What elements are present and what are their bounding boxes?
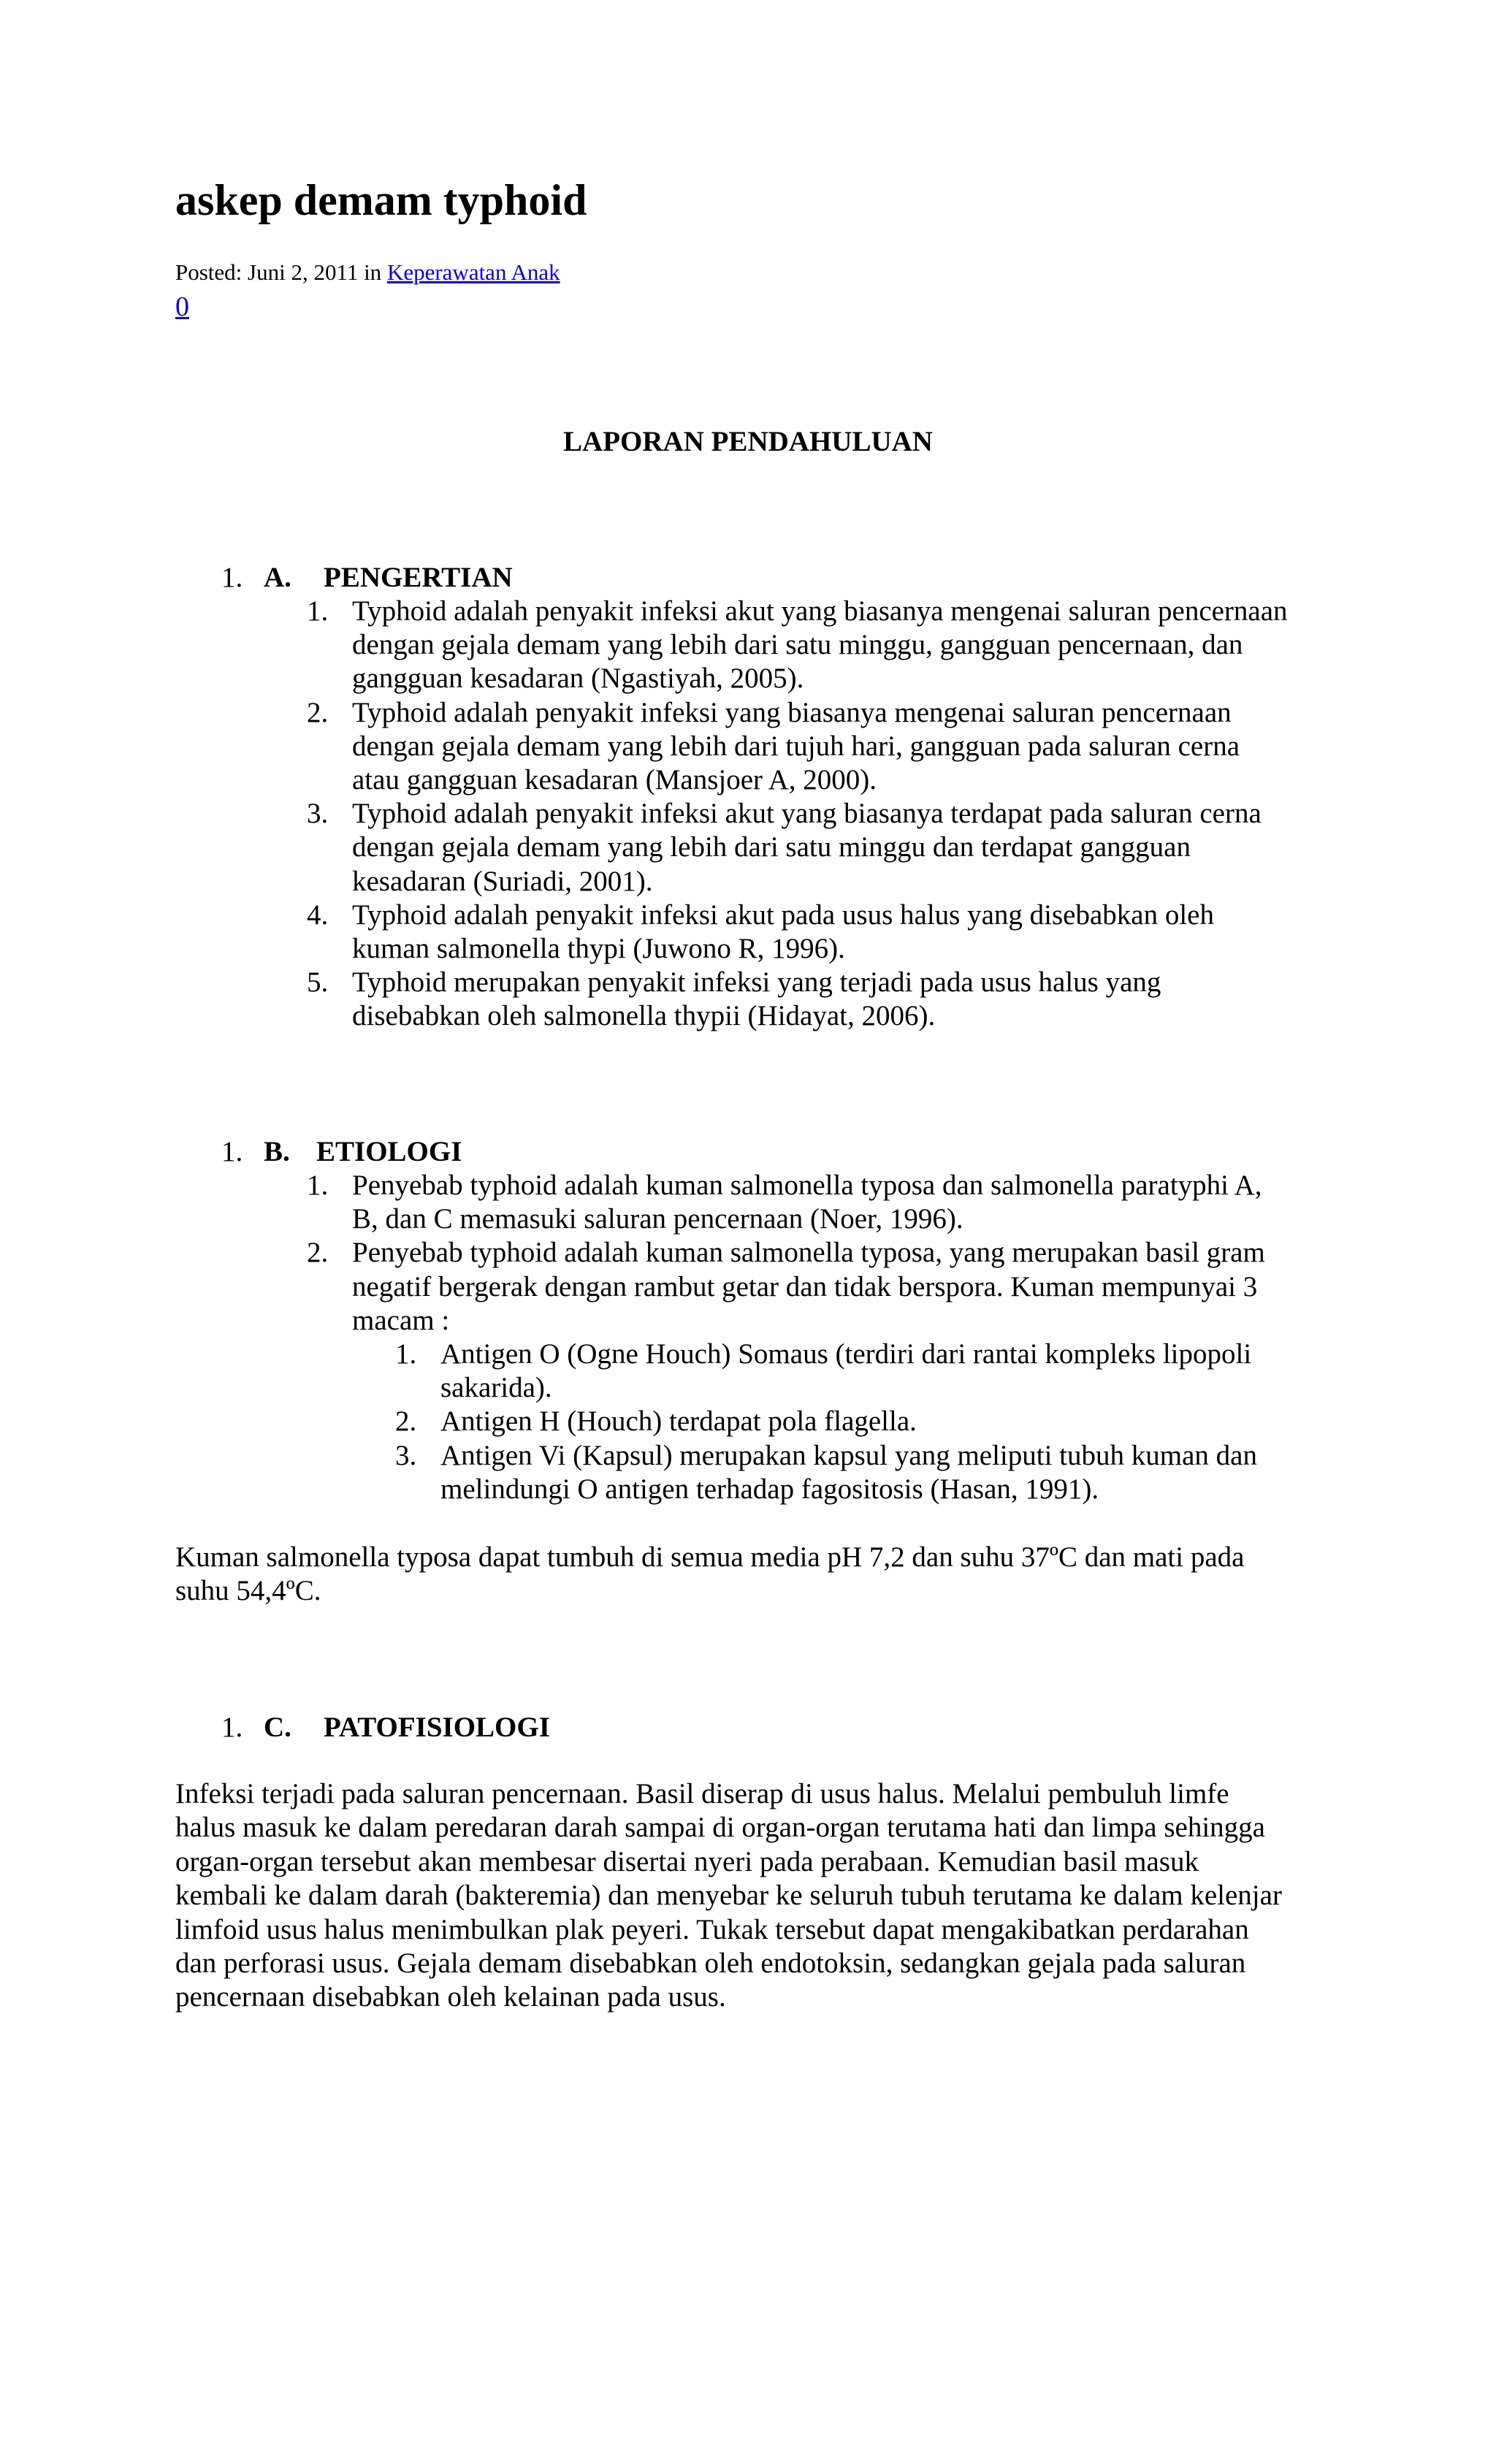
- list-item: [307, 1236, 1346, 1338]
- section-number: 1.: [221, 1712, 243, 1743]
- section-letter: C.: [264, 1712, 291, 1743]
- item-line: Typhoid adalah penyakit infeksi yang biasanya mengenai saluran pencernaan: [352, 696, 1232, 728]
- pengertian-list: [307, 595, 1346, 1034]
- item-line: Typhoid merupakan penyakit infeksi yang terjadi pada usus halus yang: [352, 966, 1161, 999]
- section-number: 1.: [221, 562, 243, 593]
- list-item: [307, 797, 1346, 899]
- item-line: Penyebab typhoid adalah kuman salmonella typosa dan salmonella paratyphi A,: [352, 1170, 1262, 1201]
- item-number: 1.: [307, 595, 329, 627]
- section-a-heading: [221, 561, 513, 595]
- item-number: 1.: [307, 1170, 329, 1201]
- list-item: [395, 1405, 1346, 1438]
- item-line: sakarida).: [440, 1372, 552, 1404]
- section-title: PATOFISIOLOGI: [324, 1712, 550, 1743]
- etiologi-paragraph: [175, 1541, 1329, 1609]
- item-line: Typhoid adalah penyakit infeksi akut pada usus halus yang disebabkan oleh: [352, 899, 1214, 931]
- list-item: [307, 1169, 1346, 1236]
- list-item: [307, 899, 1346, 966]
- item-line: macam :: [352, 1304, 450, 1336]
- paragraph-line: Kuman salmonella typosa dapat tumbuh di semua media pH 7,2 dan suhu 37ºC dan mati pada: [175, 1541, 1245, 1573]
- item-number: 2.: [307, 696, 329, 728]
- section-number: 1.: [221, 1136, 243, 1167]
- item-line: Penyebab typhoid adalah kuman salmonella typosa, yang merupakan basil gram: [352, 1237, 1265, 1269]
- comments-link[interactable]: 0: [175, 291, 189, 322]
- item-number: 3.: [307, 798, 329, 830]
- item-line: negatif bergerak dengan rambut getar dan tidak berspora. Kuman mempunyai 3: [352, 1270, 1258, 1302]
- section-b-heading: [221, 1135, 462, 1169]
- item-number: 5.: [307, 966, 329, 999]
- item-number: 1.: [395, 1338, 417, 1370]
- section-title: ETIOLOGI: [316, 1136, 462, 1167]
- item-number: 3.: [395, 1439, 417, 1471]
- posted-label: Posted: Juni 2, 2011 in: [175, 259, 387, 285]
- item-line: dengan gejala demam yang lebih dari satu minggu dan terdapat gangguan: [352, 831, 1191, 863]
- paragraph-line: suhu 54,4ºC.: [175, 1575, 321, 1607]
- item-line: melindungi O antigen terhadap fagositosis (Hasan, 1991).: [440, 1473, 1099, 1505]
- item-number: 4.: [307, 899, 329, 931]
- category-link[interactable]: Keperawatan Anak: [386, 259, 560, 285]
- antigen-sublist: [395, 1338, 1346, 1506]
- paragraph-line: kembali ke dalam darah (bakteremia) dan menyebar ke seluruh tubuh terutama ke dalam kelenjar: [175, 1880, 1282, 1912]
- paragraph-line: Infeksi terjadi pada saluran pencernaan. Basil diserap di usus halus. Melalui pembuluh limfe: [175, 1778, 1229, 1809]
- section-c-heading: [221, 1711, 550, 1744]
- comments-count: [175, 289, 189, 324]
- document-heading: LAPORAN PENDAHULUAN: [563, 426, 933, 457]
- item-line: Antigen O (Ogne Houch) Somaus (terdiri dari rantai kompleks lipopoli: [440, 1338, 1252, 1370]
- item-number: 2.: [307, 1237, 329, 1269]
- item-line: B, dan C memasuki saluran pencernaan (Noer, 1996).: [352, 1203, 963, 1235]
- paragraph-line: dan perforasi usus. Gejala demam disebabkan oleh endotoksin, sedangkan gejala pada saluran: [175, 1948, 1246, 1980]
- paragraph-line: limfoid usus halus menimbulkan plak peyeri. Tukak tersebut dapat mengakibatkan perdarahan: [175, 1913, 1249, 1945]
- list-item: [307, 966, 1346, 1033]
- post-meta: [175, 257, 560, 288]
- list-item: [395, 1338, 1346, 1405]
- paragraph-line: pencernaan disebabkan oleh kelainan pada usus.: [175, 1981, 726, 2013]
- item-line: Typhoid adalah penyakit infeksi akut yang biasanya mengenai saluran pencernaan: [352, 595, 1288, 627]
- item-line: atau gangguan kesadaran (Mansjoer A, 2000).: [352, 764, 877, 796]
- item-line: kesadaran (Suriadi, 2001).: [352, 865, 653, 897]
- list-item: [395, 1439, 1346, 1506]
- list-item: [307, 595, 1346, 696]
- item-number: 2.: [395, 1405, 417, 1438]
- item-line: kuman salmonella thypi (Juwono R, 1996).: [352, 933, 845, 965]
- post-title: askep demam typhoid: [175, 176, 587, 224]
- item-line: Antigen H (Houch) terdapat pola flagella.: [440, 1405, 917, 1438]
- item-line: dengan gejala demam yang lebih dari tujuh hari, gangguan pada saluran cerna: [352, 730, 1240, 762]
- section-letter: B.: [264, 1136, 290, 1167]
- paragraph-line: organ-organ tersebut akan membesar disertai nyeri pada perabaan. Kemudian basil masuk: [175, 1845, 1199, 1877]
- item-line: gangguan kesadaran (Ngastiyah, 2005).: [352, 663, 804, 695]
- section-title: PENGERTIAN: [324, 562, 513, 593]
- section-letter: A.: [264, 562, 291, 593]
- list-item: [307, 696, 1346, 798]
- item-line: Antigen Vi (Kapsul) merupakan kapsul yang meliputi tubuh kuman dan: [440, 1439, 1257, 1471]
- item-line: disebabkan oleh salmonella thypii (Hidayat, 2006).: [352, 1000, 936, 1032]
- patofisiologi-paragraph: [175, 1777, 1329, 2015]
- item-line: Typhoid adalah penyakit infeksi akut yang biasanya terdapat pada saluran cerna: [352, 798, 1262, 830]
- paragraph-line: halus masuk ke dalam peredaran darah sampai di organ-organ terutama hati dan limpa sehingga: [175, 1812, 1265, 1844]
- item-line: dengan gejala demam yang lebih dari satu minggu, gangguan pencernaan, dan: [352, 629, 1243, 661]
- etiologi-list: [307, 1169, 1346, 1338]
